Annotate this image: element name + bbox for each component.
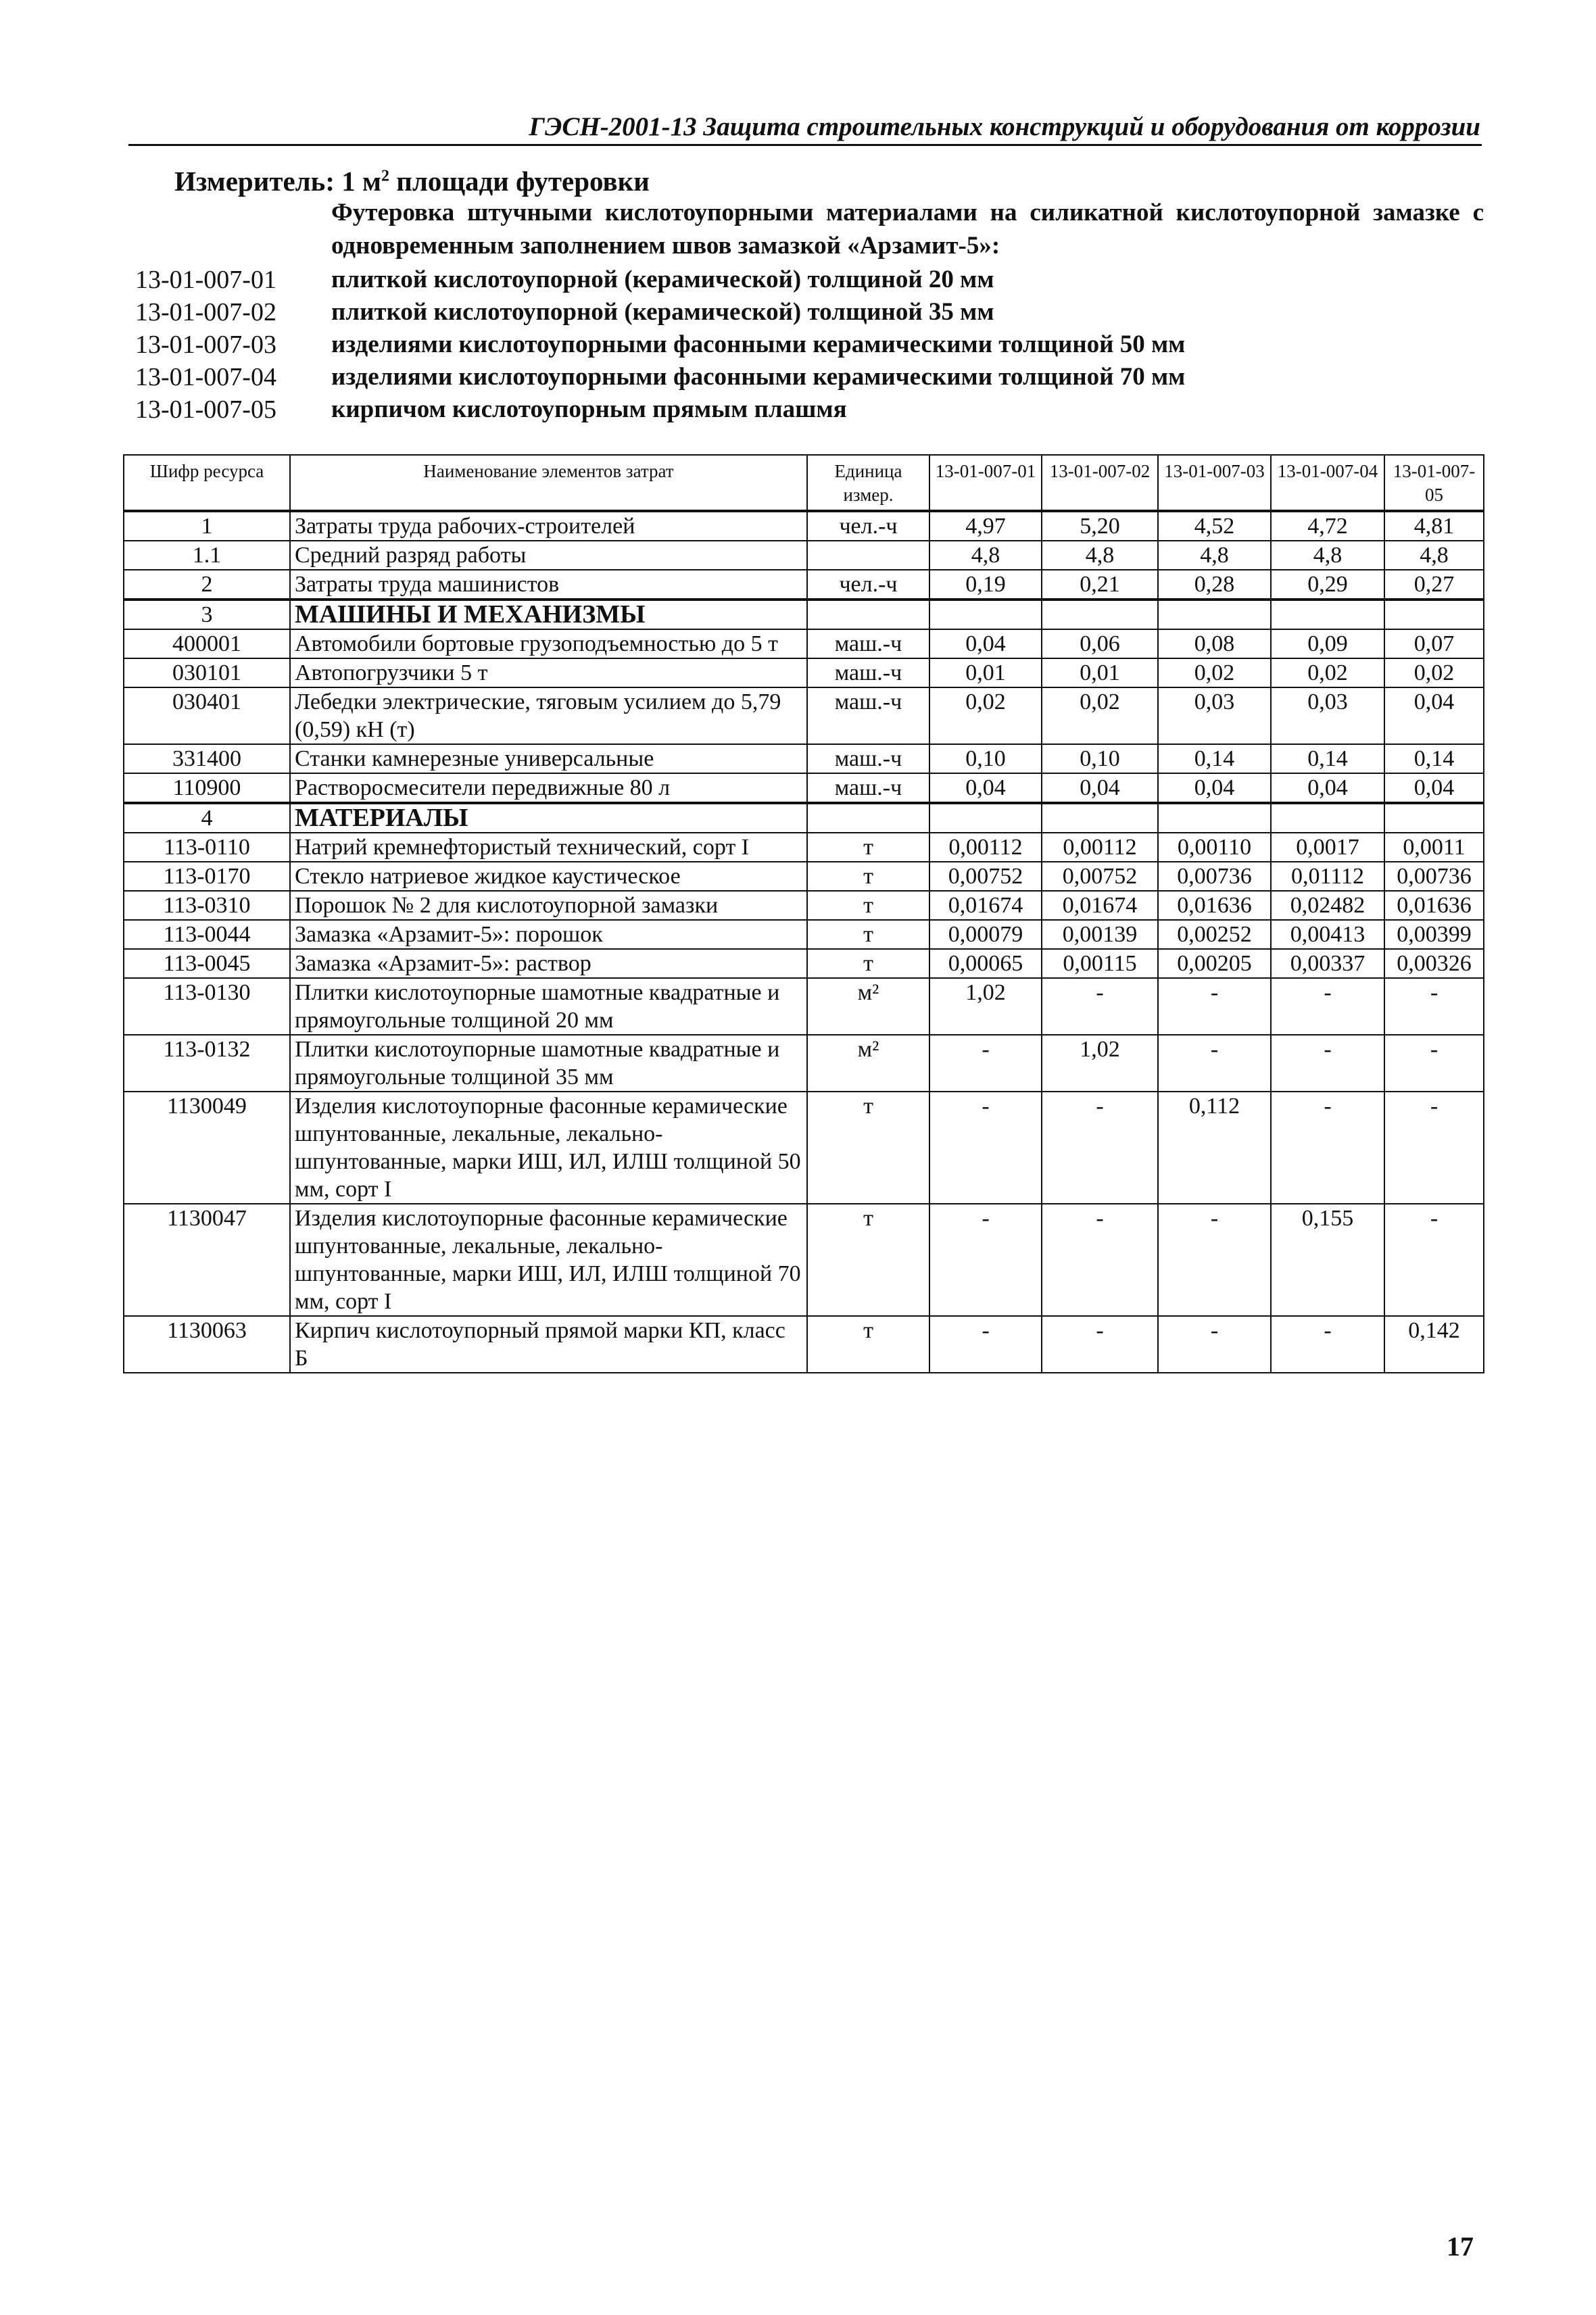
unit-cell xyxy=(807,803,929,833)
cost-element-name-cell: Натрий кремнефтористый технический, сорт I xyxy=(290,833,807,862)
cost-element-name-cell: Средний разряд работы xyxy=(290,541,807,570)
norm-value-cell: - xyxy=(1158,1316,1271,1373)
unit-cell: т xyxy=(807,891,929,920)
norm-value-cell: 0,00110 xyxy=(1158,833,1271,862)
norm-value-cell: - xyxy=(1271,978,1384,1035)
cost-element-name-cell: Затраты труда рабочих-строителей xyxy=(290,511,807,541)
resource-code-cell: 1130047 xyxy=(124,1204,290,1316)
norm-value-cell: - xyxy=(1384,1204,1484,1316)
cost-element-name-cell: Замазка «Арзамит-5»: раствор xyxy=(290,949,807,978)
norm-value-cell: 0,04 xyxy=(929,629,1042,658)
norm-value-cell: - xyxy=(1384,1035,1484,1092)
header-col-13-01-007-05: 13-01-007-05 xyxy=(1384,455,1484,511)
unit-cell: чел.-ч xyxy=(807,570,929,600)
unit-cell: маш.-ч xyxy=(807,744,929,773)
work-description: Футеровка штучными кислотоупорными материалами на силикатной кислотоупорной замазке с одновременным заполнением швов замазкой «Арзамит-5»: xyxy=(331,199,1484,260)
resource-code-cell: 400001 xyxy=(124,629,290,658)
resource-code-cell: 030401 xyxy=(124,687,290,744)
norm-value-cell: 4,8 xyxy=(929,541,1042,570)
norm-value-cell: 4,8 xyxy=(1271,541,1384,570)
header-col-13-01-007-03: 13-01-007-03 xyxy=(1158,455,1271,511)
variant-code: 13-01-007-01 xyxy=(135,266,276,294)
unit-cell: чел.-ч xyxy=(807,511,929,541)
resource-code-cell: 113-0310 xyxy=(124,891,290,920)
cost-element-name-cell: Плитки кислотоупорные шамотные квадратные и прямоугольные толщиной 20 мм xyxy=(290,978,807,1035)
table-row xyxy=(124,570,1484,600)
cost-element-name-cell: Плитки кислотоупорные шамотные квадратные и прямоугольные толщиной 35 мм xyxy=(290,1035,807,1092)
norm-value-cell xyxy=(1042,600,1158,629)
norm-value-cell: - xyxy=(1158,978,1271,1035)
norm-value-cell: 0,21 xyxy=(1042,570,1158,600)
table-row xyxy=(124,833,1484,862)
table-row xyxy=(124,1316,1484,1373)
norm-value-cell: 0,09 xyxy=(1271,629,1384,658)
resource-code-cell: 113-0132 xyxy=(124,1035,290,1092)
norm-value-cell: 0,00139 xyxy=(1042,920,1158,949)
variant-code: 13-01-007-04 xyxy=(135,363,276,391)
table-row xyxy=(124,920,1484,949)
norm-value-cell: 0,00752 xyxy=(1042,862,1158,891)
variant-description: кирпичом кислотоупорным прямым плашмя xyxy=(331,395,847,423)
variant-code: 13-01-007-02 xyxy=(135,298,276,326)
unit-cell: маш.-ч xyxy=(807,773,929,803)
norm-value-cell: 0,03 xyxy=(1271,687,1384,744)
measure-prefix: Измеритель: 1 м xyxy=(174,166,381,197)
norm-value-cell: 0,02 xyxy=(1271,658,1384,687)
norm-value-cell: - xyxy=(1271,1316,1384,1373)
resource-code-cell: 113-0044 xyxy=(124,920,290,949)
cost-element-name-cell: Стекло натриевое жидкое каустическое xyxy=(290,862,807,891)
resource-code-cell: 2 xyxy=(124,570,290,600)
resource-code-cell: 1130049 xyxy=(124,1092,290,1204)
measure-suffix: площади футеровки xyxy=(389,166,650,197)
norm-value-cell: 4,52 xyxy=(1158,511,1271,541)
unit-cell: т xyxy=(807,1316,929,1373)
variant-description: плиткой кислотоупорной (керамической) толщиной 20 мм xyxy=(331,266,994,293)
header-unit: Единица измер. xyxy=(807,455,929,511)
unit-cell: маш.-ч xyxy=(807,687,929,744)
norm-value-cell: 0,00252 xyxy=(1158,920,1271,949)
resource-code-cell: 1 xyxy=(124,511,290,541)
norm-value-cell: 0,142 xyxy=(1384,1316,1484,1373)
norm-value-cell: 0,00752 xyxy=(929,862,1042,891)
norm-value-cell: 1,02 xyxy=(1042,1035,1158,1092)
norm-value-cell: 0,00736 xyxy=(1384,862,1484,891)
norm-value-cell: 0,04 xyxy=(1158,773,1271,803)
norm-value-cell: 0,0011 xyxy=(1384,833,1484,862)
norm-value-cell: 4,72 xyxy=(1271,511,1384,541)
norm-value-cell: - xyxy=(929,1204,1042,1316)
norm-value-cell: 0,04 xyxy=(1384,687,1484,744)
norm-value-cell xyxy=(929,600,1042,629)
norm-value-cell: 0,00399 xyxy=(1384,920,1484,949)
norm-value-cell: 0,00112 xyxy=(1042,833,1158,862)
norm-value-cell: 0,00115 xyxy=(1042,949,1158,978)
unit-cell xyxy=(807,541,929,570)
cost-element-name-cell: Затраты труда машинистов xyxy=(290,570,807,600)
norm-value-cell: 0,00337 xyxy=(1271,949,1384,978)
table-row xyxy=(124,687,1484,744)
norm-value-cell: 0,14 xyxy=(1384,744,1484,773)
unit-cell: маш.-ч xyxy=(807,658,929,687)
norm-value-cell: 0,14 xyxy=(1158,744,1271,773)
resource-code-cell: 3 xyxy=(124,600,290,629)
norm-value-cell xyxy=(1271,600,1384,629)
header-cost-element-name: Наименование элементов затрат xyxy=(290,455,807,511)
norm-value-cell: 0,10 xyxy=(929,744,1042,773)
table-row xyxy=(124,744,1484,773)
norm-value-cell: 0,00413 xyxy=(1271,920,1384,949)
norm-value-cell: 0,06 xyxy=(1042,629,1158,658)
norm-value-cell: - xyxy=(1042,1316,1158,1373)
norm-value-cell: 0,01674 xyxy=(1042,891,1158,920)
table-row xyxy=(124,803,1484,833)
table-row xyxy=(124,1035,1484,1092)
table-row xyxy=(124,891,1484,920)
variant-code: 13-01-007-03 xyxy=(135,331,276,359)
table-row xyxy=(124,978,1484,1035)
norm-value-cell: 0,28 xyxy=(1158,570,1271,600)
table-row xyxy=(124,773,1484,803)
norm-value-cell: 0,01 xyxy=(1042,658,1158,687)
cost-element-name-cell: Автопогрузчики 5 т xyxy=(290,658,807,687)
page-header-title: ГЭСН-2001-13 Защита строительных конструкций и оборудования от коррозии xyxy=(529,112,1480,141)
norm-value-cell: - xyxy=(929,1092,1042,1204)
norm-value-cell: 5,20 xyxy=(1042,511,1158,541)
unit-cell xyxy=(807,600,929,629)
measure-superscript: 2 xyxy=(381,167,389,185)
page-number: 17 xyxy=(1447,2231,1474,2262)
table-body xyxy=(124,511,1484,1373)
norm-value-cell: - xyxy=(1158,1204,1271,1316)
norm-value-cell xyxy=(1158,803,1271,833)
norm-value-cell: 0,04 xyxy=(1384,773,1484,803)
resource-code-cell: 1.1 xyxy=(124,541,290,570)
norm-value-cell: - xyxy=(1042,1092,1158,1204)
norm-value-cell: 0,02 xyxy=(1042,687,1158,744)
table-row xyxy=(124,1092,1484,1204)
norm-value-cell: 0,02 xyxy=(1158,658,1271,687)
norm-value-cell: 0,08 xyxy=(1158,629,1271,658)
norm-value-cell: 0,00326 xyxy=(1384,949,1484,978)
norm-value-cell: 0,04 xyxy=(1042,773,1158,803)
norm-value-cell: - xyxy=(929,1035,1042,1092)
variant-description: изделиями кислотоупорными фасонными керамическими толщиной 70 мм xyxy=(331,363,1186,391)
norm-value-cell: 0,29 xyxy=(1271,570,1384,600)
norm-value-cell: 0,10 xyxy=(1042,744,1158,773)
norm-value-cell: - xyxy=(1384,978,1484,1035)
norm-value-cell: 0,01112 xyxy=(1271,862,1384,891)
header-col-13-01-007-04: 13-01-007-04 xyxy=(1271,455,1384,511)
norm-value-cell: 4,97 xyxy=(929,511,1042,541)
norm-value-cell: 0,02482 xyxy=(1271,891,1384,920)
norm-value-cell: 0,00112 xyxy=(929,833,1042,862)
norm-value-cell: - xyxy=(1271,1092,1384,1204)
norm-value-cell: 0,112 xyxy=(1158,1092,1271,1204)
cost-element-name-cell: Автомобили бортовые грузоподъемностью до 5 т xyxy=(290,629,807,658)
norm-value-cell: 0,01 xyxy=(929,658,1042,687)
table-row xyxy=(124,949,1484,978)
norm-value-cell: 4,8 xyxy=(1384,541,1484,570)
norm-value-cell: 0,03 xyxy=(1158,687,1271,744)
cost-element-name-cell: Порошок № 2 для кислотоупорной замазки xyxy=(290,891,807,920)
cost-element-name-cell: Замазка «Арзамит-5»: порошок xyxy=(290,920,807,949)
resource-code-cell: 030101 xyxy=(124,658,290,687)
norm-value-cell xyxy=(1158,600,1271,629)
resource-code-cell: 4 xyxy=(124,803,290,833)
unit-cell: т xyxy=(807,1092,929,1204)
norm-value-cell: 4,81 xyxy=(1384,511,1484,541)
cost-element-name-cell: МАТЕРИАЛЫ xyxy=(290,803,807,833)
norm-value-cell: 0,19 xyxy=(929,570,1042,600)
norm-value-cell: - xyxy=(1042,978,1158,1035)
norm-value-cell: 4,8 xyxy=(1158,541,1271,570)
norm-value-cell: - xyxy=(1384,1092,1484,1204)
table-header-row xyxy=(124,455,1484,511)
header-divider xyxy=(128,144,1482,146)
cost-element-name-cell: Кирпич кислотоупорный прямой марки КП, класс Б xyxy=(290,1316,807,1373)
norm-value-cell: 0,01674 xyxy=(929,891,1042,920)
resource-code-cell: 110900 xyxy=(124,773,290,803)
norm-value-cell: 1,02 xyxy=(929,978,1042,1035)
resource-code-cell: 331400 xyxy=(124,744,290,773)
norm-value-cell: 0,04 xyxy=(1271,773,1384,803)
variant-description: изделиями кислотоупорными фасонными керамическими толщиной 50 мм xyxy=(331,331,1186,358)
table-row xyxy=(124,1204,1484,1316)
table-row xyxy=(124,511,1484,541)
norm-value-cell xyxy=(929,803,1042,833)
table-row xyxy=(124,862,1484,891)
table-row xyxy=(124,600,1484,629)
unit-cell: т xyxy=(807,862,929,891)
cost-element-name-cell: Изделия кислотоупорные фасонные керамические шпунтованные, лекальные, лекально-шпунтованные, марки ИШ, ИЛ, ИЛШ толщиной 50 мм, сорт I xyxy=(290,1092,807,1204)
norm-value-cell: 0,02 xyxy=(929,687,1042,744)
norm-value-cell xyxy=(1384,803,1484,833)
header-col-13-01-007-02: 13-01-007-02 xyxy=(1042,455,1158,511)
cost-element-name-cell: Станки камнерезные универсальные xyxy=(290,744,807,773)
norm-value-cell: 0,04 xyxy=(929,773,1042,803)
norm-value-cell: 4,8 xyxy=(1042,541,1158,570)
resource-code-cell: 1130063 xyxy=(124,1316,290,1373)
resource-code-cell: 113-0170 xyxy=(124,862,290,891)
table-row xyxy=(124,658,1484,687)
unit-cell: т xyxy=(807,833,929,862)
norm-value-cell: - xyxy=(1271,1035,1384,1092)
unit-cell: т xyxy=(807,920,929,949)
norm-value-cell: 0,14 xyxy=(1271,744,1384,773)
norm-value-cell: 0,00065 xyxy=(929,949,1042,978)
norm-value-cell: 0,01636 xyxy=(1384,891,1484,920)
cost-element-name-cell: Изделия кислотоупорные фасонные керамические шпунтованные, лекальные, лекально-шпунтованные, марки ИШ, ИЛ, ИЛШ толщиной 70 мм, сорт I xyxy=(290,1204,807,1316)
norm-value-cell: - xyxy=(1158,1035,1271,1092)
norm-value-cell: 0,0017 xyxy=(1271,833,1384,862)
resource-norm-table xyxy=(123,454,1484,1373)
resource-code-cell: 113-0045 xyxy=(124,949,290,978)
header-col-13-01-007-01: 13-01-007-01 xyxy=(929,455,1042,511)
header-resource-code: Шифр ресурса xyxy=(124,455,290,511)
table-row xyxy=(124,541,1484,570)
unit-cell: м² xyxy=(807,978,929,1035)
norm-value-cell: 0,07 xyxy=(1384,629,1484,658)
norm-value-cell: - xyxy=(1042,1204,1158,1316)
norm-value-cell: 0,155 xyxy=(1271,1204,1384,1316)
norm-value-cell: 0,00205 xyxy=(1158,949,1271,978)
measure-heading xyxy=(174,165,650,197)
norm-value-cell xyxy=(1271,803,1384,833)
resource-code-cell: 113-0130 xyxy=(124,978,290,1035)
norm-value-cell: 0,27 xyxy=(1384,570,1484,600)
cost-element-name-cell: МАШИНЫ И МЕХАНИЗМЫ xyxy=(290,600,807,629)
variant-description: плиткой кислотоупорной (керамической) толщиной 35 мм xyxy=(331,298,994,326)
norm-value-cell: 0,01636 xyxy=(1158,891,1271,920)
unit-cell: т xyxy=(807,949,929,978)
cost-element-name-cell: Лебедки электрические, тяговым усилием до 5,79 (0,59) кН (т) xyxy=(290,687,807,744)
norm-value-cell: 0,00736 xyxy=(1158,862,1271,891)
unit-cell: м² xyxy=(807,1035,929,1092)
variant-code: 13-01-007-05 xyxy=(135,395,276,424)
norm-value-cell: 0,00079 xyxy=(929,920,1042,949)
unit-cell: маш.-ч xyxy=(807,629,929,658)
unit-cell: т xyxy=(807,1204,929,1316)
norm-value-cell xyxy=(1384,600,1484,629)
norm-value-cell xyxy=(1042,803,1158,833)
cost-element-name-cell: Растворосмесители передвижные 80 л xyxy=(290,773,807,803)
table-row xyxy=(124,629,1484,658)
resource-code-cell: 113-0110 xyxy=(124,833,290,862)
norm-value-cell: 0,02 xyxy=(1384,658,1484,687)
norm-value-cell: - xyxy=(929,1316,1042,1373)
